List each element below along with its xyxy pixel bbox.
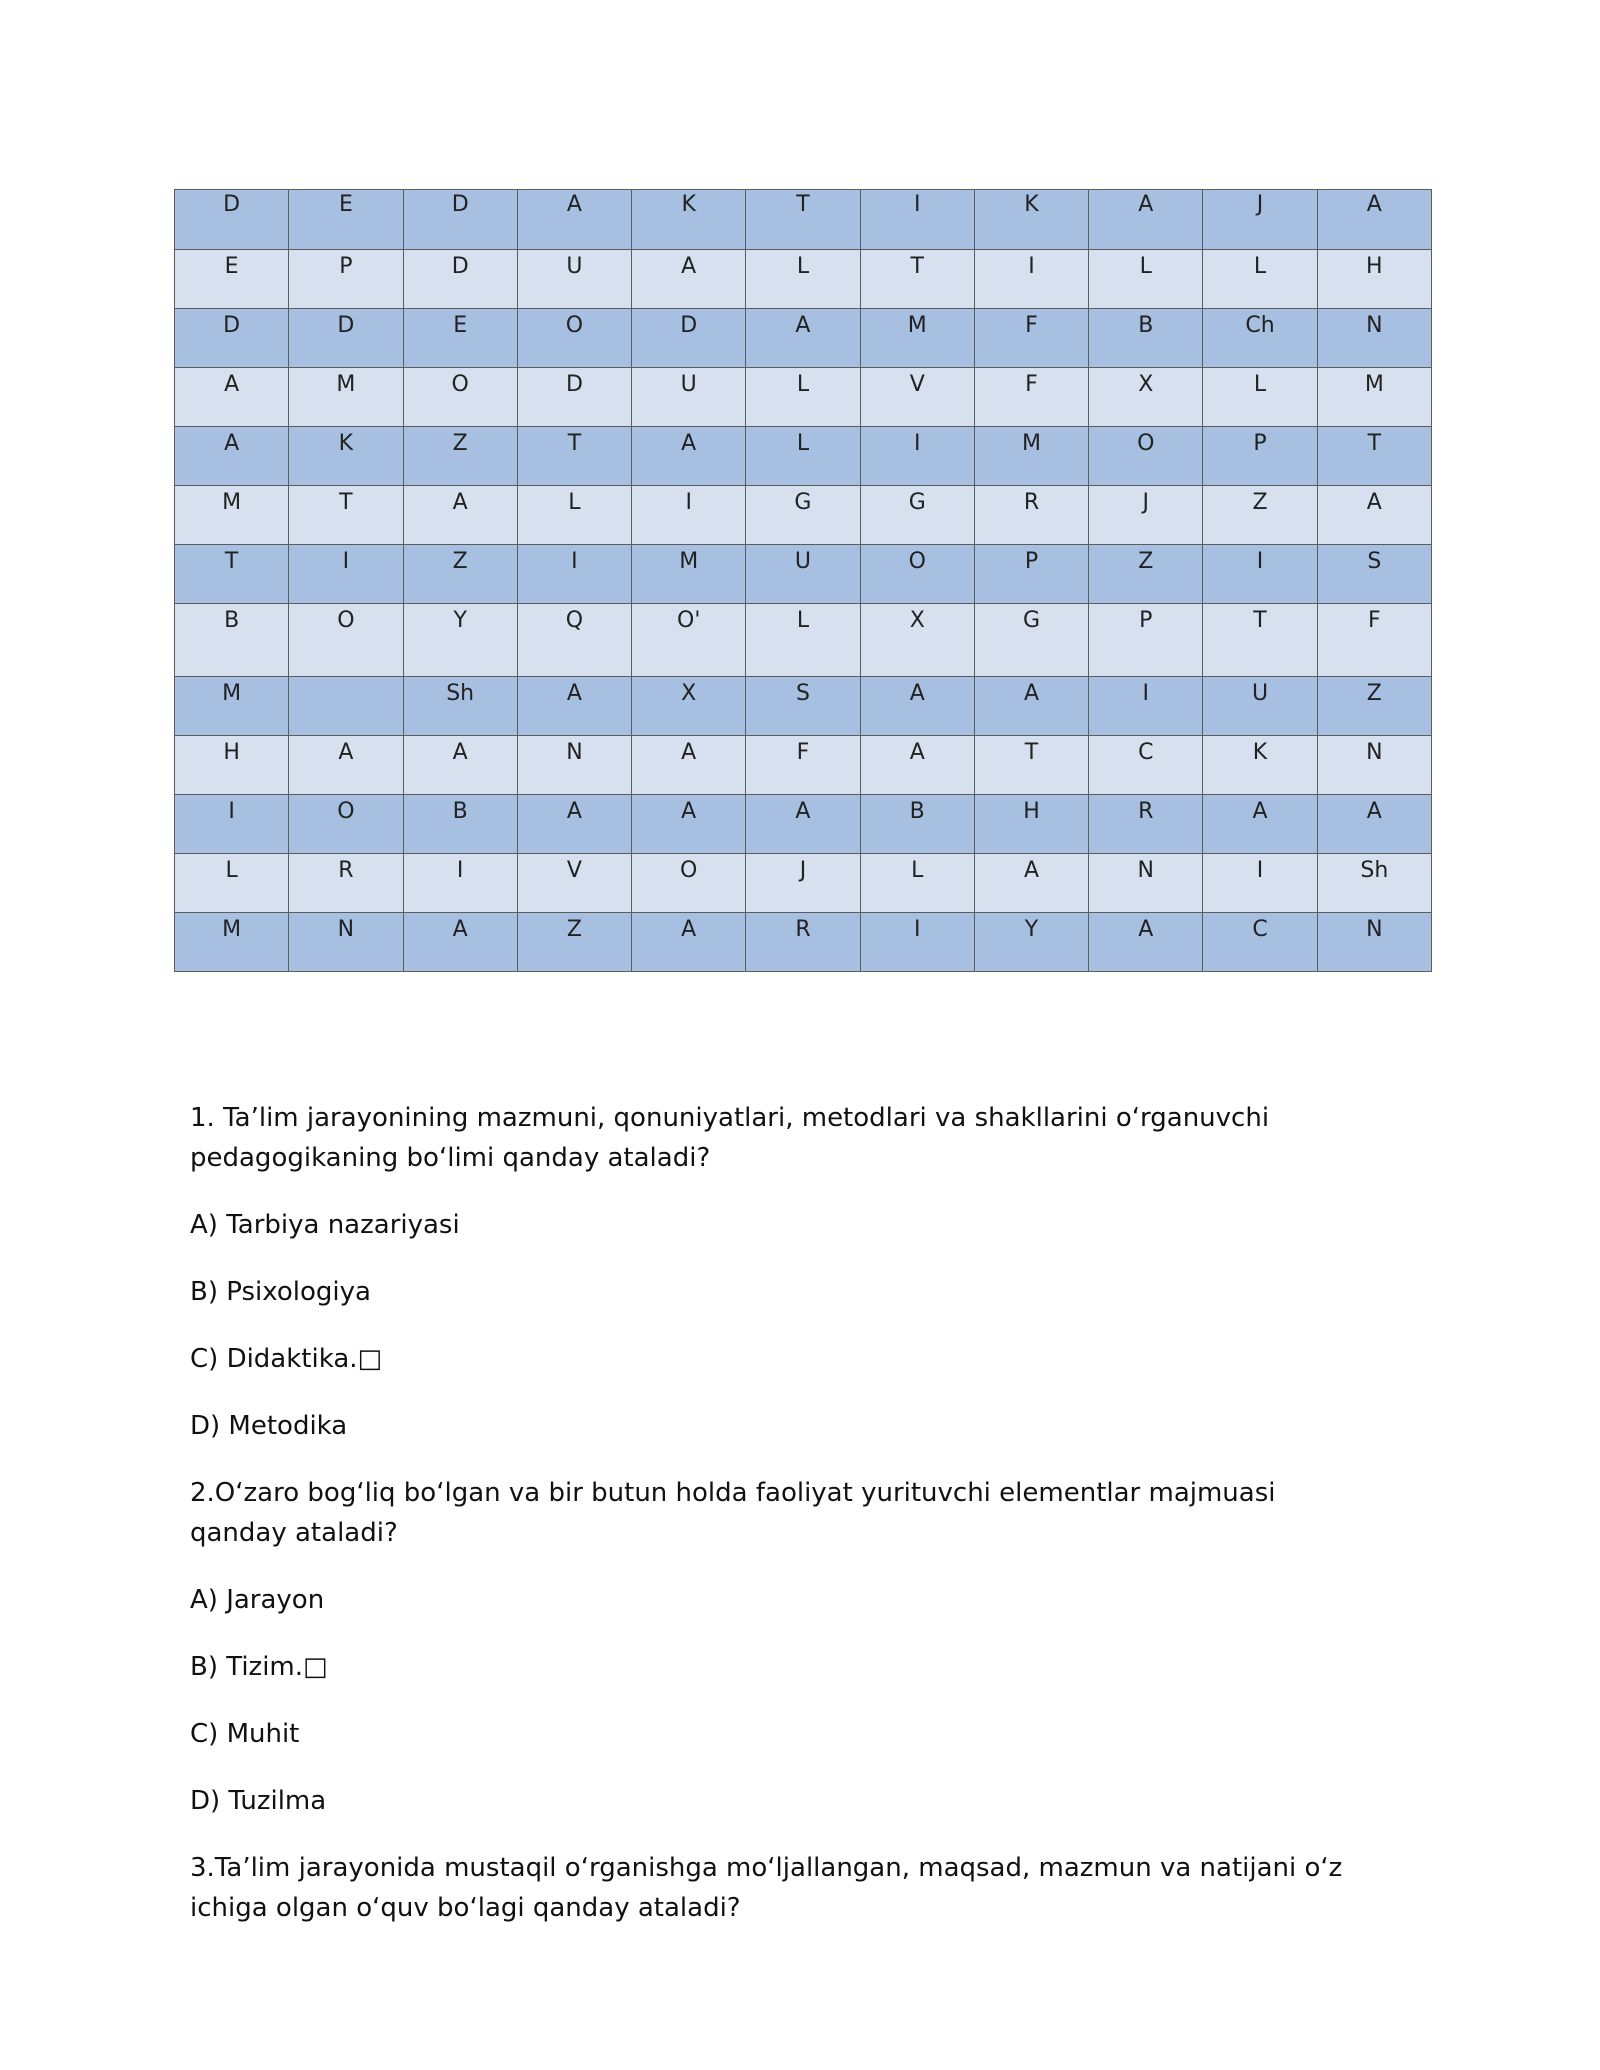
grid-cell: M bbox=[289, 368, 403, 427]
grid-cell: Ch bbox=[1203, 309, 1317, 368]
grid-cell: M bbox=[632, 545, 746, 604]
grid-cell: Z bbox=[1203, 486, 1317, 545]
grid-cell: J bbox=[1203, 190, 1317, 250]
grid-cell: G bbox=[860, 486, 974, 545]
grid-row bbox=[175, 190, 1432, 250]
grid-cell: M bbox=[175, 677, 289, 736]
grid-cell: I bbox=[860, 190, 974, 250]
grid-cell: A bbox=[632, 913, 746, 972]
grid-row bbox=[175, 854, 1432, 913]
grid-cell: I bbox=[632, 486, 746, 545]
grid-cell: E bbox=[175, 250, 289, 309]
grid-cell: L bbox=[860, 854, 974, 913]
grid-cell: R bbox=[1089, 795, 1203, 854]
grid-cell: P bbox=[289, 250, 403, 309]
grid-cell: E bbox=[403, 309, 517, 368]
question-1-option-d: D) Metodika bbox=[190, 1411, 348, 1441]
grid-cell: G bbox=[746, 486, 860, 545]
grid-cell: U bbox=[1203, 677, 1317, 736]
grid-cell: O' bbox=[632, 604, 746, 677]
grid-cell: P bbox=[1089, 604, 1203, 677]
grid-cell: O bbox=[860, 545, 974, 604]
grid-cell: L bbox=[746, 250, 860, 309]
grid-row bbox=[175, 913, 1432, 972]
grid-row bbox=[175, 545, 1432, 604]
grid-cell: P bbox=[974, 545, 1088, 604]
letter-grid-body bbox=[175, 190, 1432, 972]
grid-cell: E bbox=[289, 190, 403, 250]
grid-cell: I bbox=[1203, 545, 1317, 604]
grid-cell: A bbox=[974, 677, 1088, 736]
grid-cell: A bbox=[1203, 795, 1317, 854]
question-1-option-a: A) Tarbiya nazariyasi bbox=[190, 1210, 460, 1240]
grid-cell: K bbox=[974, 190, 1088, 250]
grid-cell: U bbox=[632, 368, 746, 427]
grid-cell: A bbox=[1317, 190, 1431, 250]
grid-cell: N bbox=[1317, 913, 1431, 972]
grid-cell: X bbox=[1089, 368, 1203, 427]
grid-cell: O bbox=[632, 854, 746, 913]
grid-cell: T bbox=[1203, 604, 1317, 677]
grid-cell: X bbox=[632, 677, 746, 736]
grid-cell: A bbox=[403, 913, 517, 972]
grid-cell: A bbox=[746, 795, 860, 854]
grid-cell: Z bbox=[403, 427, 517, 486]
grid-cell: A bbox=[1089, 913, 1203, 972]
grid-cell: A bbox=[632, 795, 746, 854]
grid-row bbox=[175, 368, 1432, 427]
grid-cell: A bbox=[403, 486, 517, 545]
grid-cell: B bbox=[860, 795, 974, 854]
grid-cell: I bbox=[1203, 854, 1317, 913]
grid-cell: R bbox=[746, 913, 860, 972]
grid-cell: L bbox=[1203, 368, 1317, 427]
grid-cell: Q bbox=[517, 604, 631, 677]
grid-cell: A bbox=[1317, 486, 1431, 545]
grid-row bbox=[175, 250, 1432, 309]
grid-cell: Y bbox=[974, 913, 1088, 972]
grid-cell: D bbox=[632, 309, 746, 368]
grid-cell: F bbox=[974, 368, 1088, 427]
grid-cell: T bbox=[1317, 427, 1431, 486]
grid-cell: N bbox=[1317, 736, 1431, 795]
letter-grid bbox=[174, 189, 1432, 972]
grid-cell: T bbox=[175, 545, 289, 604]
grid-cell: A bbox=[517, 795, 631, 854]
grid-cell: A bbox=[632, 427, 746, 486]
grid-cell: C bbox=[1089, 736, 1203, 795]
question-3: 3.Ta’lim jarayonida mustaqil o‘rganishga mo‘ljallangan, maqsad, mazmun va natijani o‘z ichiga olgan o‘quv bo‘lagi qanday ataladi? bbox=[190, 1853, 1343, 1923]
grid-cell: T bbox=[289, 486, 403, 545]
grid-cell: R bbox=[289, 854, 403, 913]
grid-cell: M bbox=[974, 427, 1088, 486]
grid-cell: J bbox=[1089, 486, 1203, 545]
grid-cell: A bbox=[289, 736, 403, 795]
grid-cell: A bbox=[1317, 795, 1431, 854]
grid-cell: A bbox=[974, 854, 1088, 913]
grid-cell: Sh bbox=[403, 677, 517, 736]
grid-cell: L bbox=[1203, 250, 1317, 309]
question-2-option-c: C) Muhit bbox=[190, 1719, 300, 1749]
grid-cell: I bbox=[175, 795, 289, 854]
grid-cell: A bbox=[1089, 190, 1203, 250]
grid-cell: O bbox=[289, 795, 403, 854]
grid-cell: D bbox=[403, 190, 517, 250]
grid-cell: U bbox=[746, 545, 860, 604]
grid-cell: M bbox=[1317, 368, 1431, 427]
grid-cell: M bbox=[860, 309, 974, 368]
grid-cell: L bbox=[746, 368, 860, 427]
grid-cell: A bbox=[632, 736, 746, 795]
grid-cell: B bbox=[403, 795, 517, 854]
grid-cell: M bbox=[175, 913, 289, 972]
grid-cell: D bbox=[175, 190, 289, 250]
grid-cell: L bbox=[746, 427, 860, 486]
grid-cell: R bbox=[974, 486, 1088, 545]
grid-cell: S bbox=[746, 677, 860, 736]
grid-cell: Sh bbox=[1317, 854, 1431, 913]
grid-cell: V bbox=[860, 368, 974, 427]
grid-cell: A bbox=[860, 736, 974, 795]
grid-cell: D bbox=[175, 309, 289, 368]
grid-cell: J bbox=[746, 854, 860, 913]
question-2: 2.O‘zaro bog‘liq bo‘lgan va bir butun holda faoliyat yurituvchi elementlar majmuasi qanday ataladi? bbox=[190, 1478, 1276, 1548]
grid-cell: H bbox=[1317, 250, 1431, 309]
grid-cell: A bbox=[403, 736, 517, 795]
grid-cell: Y bbox=[403, 604, 517, 677]
grid-cell: P bbox=[1203, 427, 1317, 486]
grid-cell: X bbox=[860, 604, 974, 677]
grid-cell: Z bbox=[403, 545, 517, 604]
grid-cell: K bbox=[632, 190, 746, 250]
grid-cell: I bbox=[974, 250, 1088, 309]
grid-cell: A bbox=[175, 427, 289, 486]
grid-row bbox=[175, 604, 1432, 677]
grid-cell: I bbox=[860, 427, 974, 486]
grid-cell: D bbox=[289, 309, 403, 368]
grid-cell: N bbox=[517, 736, 631, 795]
grid-cell: L bbox=[746, 604, 860, 677]
grid-cell: I bbox=[860, 913, 974, 972]
grid-cell: I bbox=[403, 854, 517, 913]
grid-cell: F bbox=[746, 736, 860, 795]
grid-cell: A bbox=[746, 309, 860, 368]
grid-cell: L bbox=[517, 486, 631, 545]
grid-cell: A bbox=[517, 677, 631, 736]
grid-row bbox=[175, 486, 1432, 545]
grid-cell: I bbox=[517, 545, 631, 604]
question-2-option-b: B) Tizim.□ bbox=[190, 1652, 328, 1682]
grid-cell: A bbox=[175, 368, 289, 427]
grid-cell: O bbox=[1089, 427, 1203, 486]
grid-cell: T bbox=[860, 250, 974, 309]
grid-cell: H bbox=[175, 736, 289, 795]
grid-cell: N bbox=[289, 913, 403, 972]
grid-row bbox=[175, 427, 1432, 486]
grid-cell: O bbox=[289, 604, 403, 677]
grid-row bbox=[175, 309, 1432, 368]
grid-cell: A bbox=[860, 677, 974, 736]
question-1-option-b: B) Psixologiya bbox=[190, 1277, 371, 1307]
grid-cell: L bbox=[1089, 250, 1203, 309]
grid-cell: V bbox=[517, 854, 631, 913]
grid-cell: H bbox=[974, 795, 1088, 854]
grid-cell: B bbox=[1089, 309, 1203, 368]
grid-cell: F bbox=[1317, 604, 1431, 677]
question-2-option-d: D) Tuzilma bbox=[190, 1786, 327, 1816]
question-1: 1. Ta’lim jarayonining mazmuni, qonuniyatlari, metodlari va shakllarini o‘rganuvchi pedagogikaning bo‘limi qanday ataladi? bbox=[190, 1103, 1270, 1173]
grid-cell: U bbox=[517, 250, 631, 309]
grid-cell: T bbox=[517, 427, 631, 486]
grid-cell: N bbox=[1317, 309, 1431, 368]
question-1-option-c: C) Didaktika.□ bbox=[190, 1344, 383, 1374]
grid-cell: F bbox=[974, 309, 1088, 368]
grid-row bbox=[175, 736, 1432, 795]
grid-cell: Z bbox=[1089, 545, 1203, 604]
grid-row bbox=[175, 795, 1432, 854]
grid-cell: S bbox=[1317, 545, 1431, 604]
grid-cell: K bbox=[1203, 736, 1317, 795]
grid-cell: B bbox=[175, 604, 289, 677]
grid-cell: G bbox=[974, 604, 1088, 677]
grid-cell: I bbox=[289, 545, 403, 604]
grid-cell: Z bbox=[517, 913, 631, 972]
questions-section bbox=[190, 1098, 1380, 1955]
grid-cell: I bbox=[1089, 677, 1203, 736]
grid-cell: K bbox=[289, 427, 403, 486]
grid-cell: N bbox=[1089, 854, 1203, 913]
question-2-option-a: A) Jarayon bbox=[190, 1585, 325, 1615]
grid-cell: M bbox=[175, 486, 289, 545]
grid-cell: D bbox=[403, 250, 517, 309]
grid-cell: O bbox=[403, 368, 517, 427]
grid-cell: A bbox=[632, 250, 746, 309]
grid-cell: Z bbox=[1317, 677, 1431, 736]
grid-cell bbox=[289, 677, 403, 736]
grid-cell: T bbox=[974, 736, 1088, 795]
grid-cell: O bbox=[517, 309, 631, 368]
grid-cell: C bbox=[1203, 913, 1317, 972]
grid-cell: L bbox=[175, 854, 289, 913]
grid-cell: T bbox=[746, 190, 860, 250]
grid-cell: A bbox=[517, 190, 631, 250]
grid-row bbox=[175, 677, 1432, 736]
grid-cell: D bbox=[517, 368, 631, 427]
